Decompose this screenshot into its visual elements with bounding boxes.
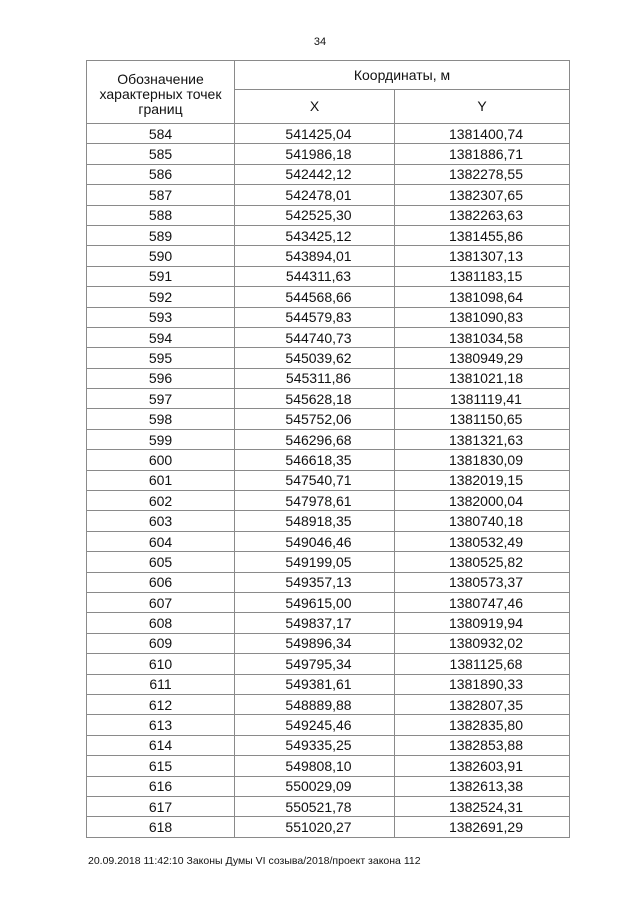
cell-x: 541986,18 <box>235 144 395 164</box>
table-row <box>87 144 570 164</box>
table-row <box>87 552 570 572</box>
table-row <box>87 654 570 674</box>
table-row <box>87 756 570 776</box>
cell-y: 1380573,37 <box>395 572 570 592</box>
cell-point: 609 <box>87 633 235 653</box>
cell-y: 1381307,13 <box>395 246 570 266</box>
page-number: 34 <box>313 36 327 48</box>
cell-x: 543894,01 <box>235 246 395 266</box>
cell-point: 587 <box>87 185 235 205</box>
cell-y: 1381034,58 <box>395 327 570 347</box>
table-row <box>87 531 570 551</box>
cell-x: 543425,12 <box>235 225 395 245</box>
cell-y: 1380525,82 <box>395 552 570 572</box>
cell-x: 550521,78 <box>235 796 395 816</box>
cell-x: 546618,35 <box>235 450 395 470</box>
cell-x: 545311,86 <box>235 368 395 388</box>
cell-point: 614 <box>87 735 235 755</box>
cell-y: 1380932,02 <box>395 633 570 653</box>
cell-x: 549381,61 <box>235 674 395 694</box>
table-row <box>87 225 570 245</box>
table-row <box>87 368 570 388</box>
table-row <box>87 735 570 755</box>
cell-point: 590 <box>87 246 235 266</box>
cell-point: 588 <box>87 205 235 225</box>
cell-point: 607 <box>87 592 235 612</box>
table-header <box>87 61 570 124</box>
table-row <box>87 307 570 327</box>
table-row <box>87 287 570 307</box>
table-row <box>87 429 570 449</box>
cell-x: 542478,01 <box>235 185 395 205</box>
cell-y: 1381098,64 <box>395 287 570 307</box>
cell-y: 1382019,15 <box>395 470 570 490</box>
cell-y: 1381890,33 <box>395 674 570 694</box>
cell-x: 547978,61 <box>235 491 395 511</box>
table-row <box>87 715 570 735</box>
cell-point: 602 <box>87 491 235 511</box>
cell-point: 600 <box>87 450 235 470</box>
cell-point: 613 <box>87 715 235 735</box>
cell-x: 544579,83 <box>235 307 395 327</box>
cell-x: 542442,12 <box>235 164 395 184</box>
cell-x: 551020,27 <box>235 817 395 837</box>
cell-x: 549615,00 <box>235 592 395 612</box>
cell-point: 610 <box>87 654 235 674</box>
cell-y: 1382853,88 <box>395 735 570 755</box>
cell-point: 591 <box>87 266 235 286</box>
table-row <box>87 694 570 714</box>
table-row <box>87 511 570 531</box>
footer-stamp: 20.09.2018 11:42:10 Законы Думы VI созыва/2018/проект закона 112 <box>88 855 421 867</box>
cell-point: 594 <box>87 327 235 347</box>
cell-point: 592 <box>87 287 235 307</box>
cell-point: 615 <box>87 756 235 776</box>
cell-point: 585 <box>87 144 235 164</box>
cell-y: 1382000,04 <box>395 491 570 511</box>
cell-x: 549357,13 <box>235 572 395 592</box>
cell-y: 1381150,65 <box>395 409 570 429</box>
cell-y: 1382524,31 <box>395 796 570 816</box>
table-row <box>87 164 570 184</box>
table-row <box>87 348 570 368</box>
cell-y: 1381090,83 <box>395 307 570 327</box>
cell-x: 546296,68 <box>235 429 395 449</box>
cell-y: 1382278,55 <box>395 164 570 184</box>
cell-x: 549335,25 <box>235 735 395 755</box>
cell-point: 593 <box>87 307 235 327</box>
cell-x: 545039,62 <box>235 348 395 368</box>
cell-x: 545628,18 <box>235 389 395 409</box>
table-row <box>87 470 570 490</box>
cell-y: 1382613,38 <box>395 776 570 796</box>
cell-y: 1382691,29 <box>395 817 570 837</box>
cell-point: 617 <box>87 796 235 816</box>
cell-x: 541425,04 <box>235 124 395 144</box>
cell-point: 596 <box>87 368 235 388</box>
table-row <box>87 796 570 816</box>
table-row <box>87 124 570 144</box>
cell-point: 605 <box>87 552 235 572</box>
cell-y: 1381125,68 <box>395 654 570 674</box>
cell-y: 1380949,29 <box>395 348 570 368</box>
cell-point: 595 <box>87 348 235 368</box>
cell-y: 1381455,86 <box>395 225 570 245</box>
cell-y: 1381021,18 <box>395 368 570 388</box>
cell-point: 606 <box>87 572 235 592</box>
cell-y: 1380747,46 <box>395 592 570 612</box>
cell-x: 549795,34 <box>235 654 395 674</box>
table-row <box>87 389 570 409</box>
cell-x: 549199,05 <box>235 552 395 572</box>
table-row <box>87 266 570 286</box>
header-y: Y <box>395 90 570 124</box>
table-row <box>87 674 570 694</box>
table-row <box>87 633 570 653</box>
cell-y: 1381400,74 <box>395 124 570 144</box>
cell-x: 550029,09 <box>235 776 395 796</box>
cell-point: 586 <box>87 164 235 184</box>
cell-point: 601 <box>87 470 235 490</box>
table-body <box>87 124 570 838</box>
table-row <box>87 817 570 837</box>
cell-x: 549808,10 <box>235 756 395 776</box>
cell-point: 597 <box>87 389 235 409</box>
table-row <box>87 572 570 592</box>
cell-y: 1381830,09 <box>395 450 570 470</box>
cell-point: 599 <box>87 429 235 449</box>
cell-x: 547540,71 <box>235 470 395 490</box>
cell-point: 616 <box>87 776 235 796</box>
header-x: X <box>235 90 395 124</box>
cell-point: 589 <box>87 225 235 245</box>
cell-y: 1380740,18 <box>395 511 570 531</box>
cell-point: 584 <box>87 124 235 144</box>
table-row <box>87 592 570 612</box>
table-row <box>87 246 570 266</box>
cell-x: 544568,66 <box>235 287 395 307</box>
cell-point: 598 <box>87 409 235 429</box>
coordinates-table <box>86 60 570 838</box>
cell-y: 1382263,63 <box>395 205 570 225</box>
table-row <box>87 205 570 225</box>
cell-x: 549896,34 <box>235 633 395 653</box>
cell-x: 548918,35 <box>235 511 395 531</box>
cell-y: 1382307,65 <box>395 185 570 205</box>
cell-point: 608 <box>87 613 235 633</box>
cell-point: 612 <box>87 694 235 714</box>
cell-point: 618 <box>87 817 235 837</box>
cell-x: 548889,88 <box>235 694 395 714</box>
cell-point: 603 <box>87 511 235 531</box>
table-row <box>87 613 570 633</box>
cell-y: 1382603,91 <box>395 756 570 776</box>
table-row <box>87 491 570 511</box>
table-row <box>87 450 570 470</box>
table-row <box>87 185 570 205</box>
cell-x: 549046,46 <box>235 531 395 551</box>
cell-y: 1380919,94 <box>395 613 570 633</box>
cell-y: 1381886,71 <box>395 144 570 164</box>
cell-y: 1380532,49 <box>395 531 570 551</box>
cell-x: 549245,46 <box>235 715 395 735</box>
cell-x: 542525,30 <box>235 205 395 225</box>
table-row <box>87 327 570 347</box>
cell-y: 1381119,41 <box>395 389 570 409</box>
cell-point: 611 <box>87 674 235 694</box>
header-point-designation: Обозначение характерных точек границ <box>87 61 235 124</box>
cell-y: 1381321,63 <box>395 429 570 449</box>
cell-y: 1382807,35 <box>395 694 570 714</box>
cell-x: 544311,63 <box>235 266 395 286</box>
table-row <box>87 776 570 796</box>
header-coordinates: Координаты, м <box>235 61 570 90</box>
cell-x: 545752,06 <box>235 409 395 429</box>
table-row <box>87 409 570 429</box>
cell-y: 1381183,15 <box>395 266 570 286</box>
cell-x: 544740,73 <box>235 327 395 347</box>
cell-y: 1382835,80 <box>395 715 570 735</box>
cell-x: 549837,17 <box>235 613 395 633</box>
cell-point: 604 <box>87 531 235 551</box>
